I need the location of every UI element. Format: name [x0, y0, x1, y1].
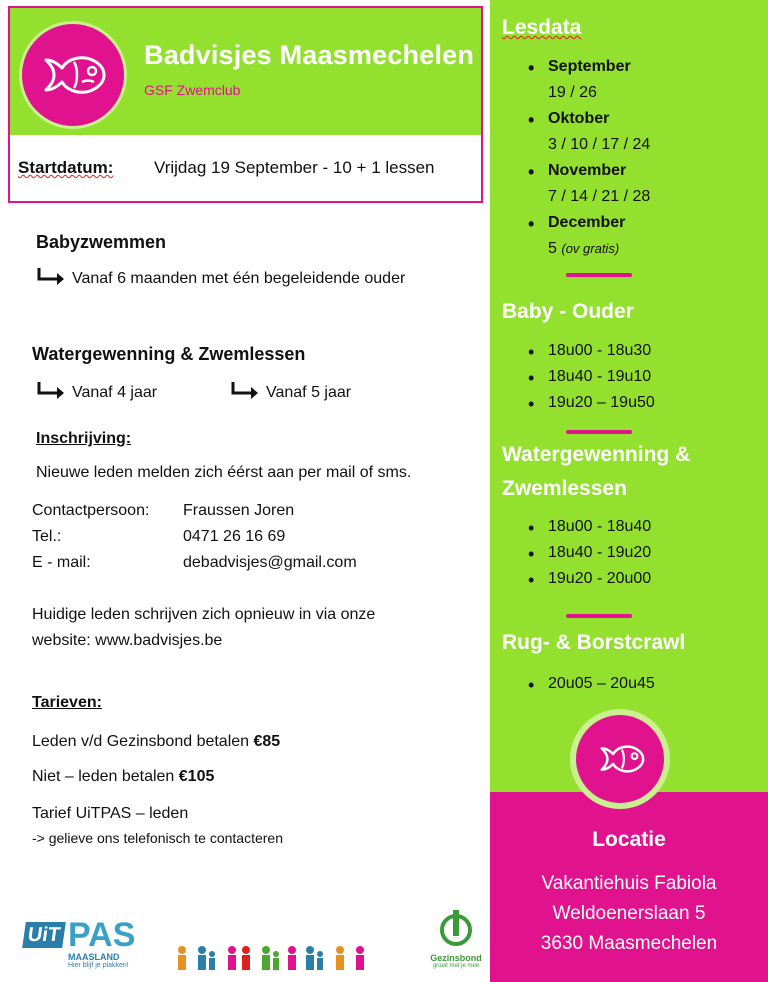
crawl-heading: Rug- & Borstcrawl	[502, 631, 686, 654]
water-age-left-text: Vanaf 4 jaar	[72, 384, 158, 401]
month-december: • December	[524, 214, 650, 240]
babyzwemmen-heading: Babyzwemmen	[36, 232, 167, 252]
location-fish-logo	[576, 715, 664, 803]
dates-september: 19 / 26	[548, 84, 597, 101]
babyzwemmen-text: Vanaf 6 maanden met één begeleidende ouder	[72, 270, 406, 287]
gezinsbond-tagline: groeit met je mee	[432, 963, 480, 969]
babyzwemmen-line	[36, 266, 405, 288]
tel-value: 0471 26 16 69	[183, 528, 286, 545]
gezinsbond-logo	[426, 908, 486, 974]
uit-badge: UiT	[22, 922, 66, 948]
uitpas-logo	[24, 916, 152, 970]
water-time-3: • 19u20 - 20u00	[524, 570, 651, 596]
fish-logo	[22, 24, 124, 126]
dates-november: 7 / 14 / 21 / 28	[548, 188, 651, 205]
locatie-line-3: 3630 Maasmechelen	[540, 933, 718, 954]
start-date-label: Startdatum:	[18, 158, 114, 177]
baby-ouder-times	[524, 342, 655, 420]
inschrijving-intro: Nieuwe leden melden zich éérst aan per mail of sms.	[36, 464, 412, 481]
gezinsbond-name: Gezinsbond	[430, 953, 482, 963]
water-time-2: • 18u40 - 19u20	[524, 544, 651, 570]
dates-december-note: (ov gratis)	[561, 241, 620, 256]
lesdata-heading: Lesdata	[502, 16, 582, 39]
divider-1	[566, 273, 632, 277]
header-title: Badvisjes Maasmechelen	[144, 40, 475, 70]
baby-time-3: • 19u20 – 19u50	[524, 394, 655, 420]
fish-icon	[38, 48, 108, 102]
pas-text: PAS	[68, 916, 136, 954]
mail-value[interactable]: debadvisjes@gmail.com	[183, 554, 357, 571]
uitpas-tagline: Hier blijf je plakken!	[68, 962, 129, 969]
existing-line-1: Huidige leden schrijven zich opnieuw in via onze	[32, 606, 376, 623]
locatie-line-1: Vakantiehuis Fabiola	[541, 873, 717, 894]
month-oktober: • Oktober	[524, 110, 650, 136]
water-times-heading-1: Watergewenning &	[502, 443, 691, 466]
tarief-niet-leden	[32, 768, 214, 786]
contact-label: Contactpersoon:	[32, 502, 150, 519]
crawl-times-list	[524, 675, 655, 701]
tarieven-heading: Tarieven:	[32, 694, 102, 711]
water-times-heading-2: Zwemlessen	[502, 477, 627, 500]
header-card	[8, 6, 483, 203]
tarief-uitpas-note: -> gelieve ons telefonisch te contacteren	[32, 830, 283, 846]
tarief-leden-price: €85	[253, 733, 281, 750]
water-age-right-text: Vanaf 5 jaar	[266, 384, 352, 401]
start-date-value: Vrijdag 19 September - 10 + 1 lessen	[154, 158, 435, 177]
dates-december	[524, 240, 650, 266]
baby-ouder-heading: Baby - Ouder	[502, 300, 634, 323]
gezinsbond-icon	[426, 908, 486, 948]
lesdata-list	[524, 58, 650, 266]
baby-time-1: • 18u00 - 18u30	[524, 342, 655, 368]
locatie-heading: Locatie	[592, 828, 666, 851]
water-time-1: • 18u00 - 18u40	[524, 518, 651, 544]
crawl-time-1: • 20u05 – 20u45	[524, 675, 655, 701]
fish-icon	[596, 739, 646, 779]
arrow-right-icon	[36, 266, 66, 286]
existing-line-2[interactable]: website: www.badvisjes.be	[32, 632, 223, 649]
tarief-leden-text: Leden v/d Gezinsbond betalen	[32, 733, 254, 750]
month-november: • November	[524, 162, 650, 188]
baby-time-2: • 18u40 - 19u10	[524, 368, 655, 394]
locatie-line-2: Weldoenerslaan 5	[552, 903, 706, 924]
water-age-right	[230, 380, 351, 402]
inschrijving-heading: Inschrijving:	[36, 430, 132, 447]
maasland-text: MAASLAND	[68, 952, 120, 962]
contact-value: Fraussen Joren	[183, 502, 295, 519]
tarief-niet-leden-price: €105	[178, 768, 215, 785]
tarief-niet-leden-text: Niet – leden betalen	[32, 768, 179, 785]
dates-oktober: 3 / 10 / 17 / 24	[548, 136, 651, 153]
arrow-right-icon	[36, 380, 66, 400]
water-heading: Watergewenning & Zwemlessen	[32, 344, 306, 364]
tarief-leden	[32, 733, 280, 751]
month-september: • September	[524, 58, 650, 84]
dates-december-value: 5	[548, 240, 557, 257]
tel-label: Tel.:	[32, 528, 62, 545]
mail-label: E - mail:	[32, 554, 91, 571]
family-figures-icon	[176, 944, 376, 972]
divider-3	[566, 614, 632, 618]
header-subtitle: GSF Zwemclub	[144, 82, 241, 98]
water-age-left	[36, 380, 157, 402]
water-times-list	[524, 518, 651, 596]
divider-2	[566, 430, 632, 434]
tarief-uitpas: Tarief UiTPAS – leden	[32, 805, 189, 822]
arrow-right-icon	[230, 380, 260, 400]
